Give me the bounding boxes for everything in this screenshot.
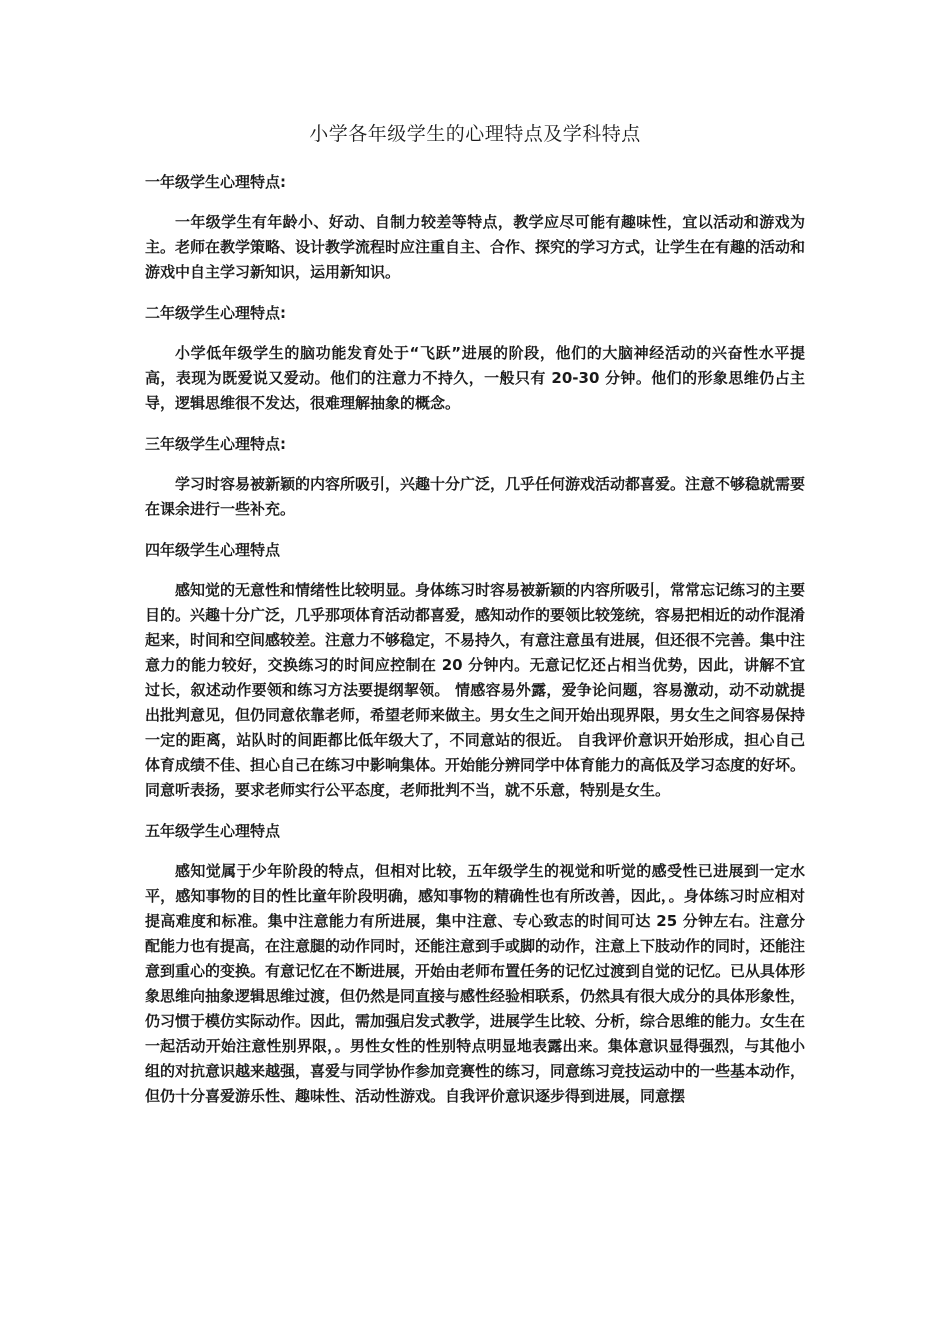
section-heading: 四年级学生心理特点 — [145, 541, 281, 559]
section-heading: 五年级学生心理特点 — [145, 822, 281, 840]
section-heading: 三年级学生心理特点: — [145, 435, 286, 453]
section-heading: 一年级学生心理特点: — [145, 173, 286, 191]
section-grade-3 — [145, 432, 805, 522]
section-paragraph: 一年级学生有年龄小、好动、自制力较差等特点，教学应尽可能有趣味性，宜以活动和游戏为主。老师在教学策略、设计教学流程时应注重自主、合作、探究的学习方式，让学生在有趣的活动和游戏中自主学习新知识，运用新知识。 — [145, 213, 806, 281]
section-paragraph: 学习时容易被新颖的内容所吸引，兴趣十分广泛，几乎任何游戏活动都喜爱。注意不够稳就需要在课余进行一些补充。 — [145, 475, 806, 518]
section-paragraph: 小学低年级学生的脑功能发育处于“飞跃”进展的阶段，他们的大脑神经活动的兴奋性水平提高，表现为既爱说又爱动。他们的注意力不持久，一般只有 20-30 分钟。他们的形象思维仍占主导，逻辑思维很不发达，很难理解抽象的概念。 — [145, 344, 805, 412]
section-grade-2 — [145, 301, 805, 416]
section-grade-4 — [145, 538, 805, 803]
section-heading: 二年级学生心理特点: — [145, 304, 286, 322]
section-grade-1 — [145, 170, 805, 285]
document-page — [145, 118, 805, 1125]
section-paragraph: 感知觉的无意性和情绪性比较明显。身体练习时容易被新颖的内容所吸引，常常忘记练习的主要目的。兴趣十分广泛，几乎那项体育活动都喜爱，感知动作的要领比较笼统，容易把相近的动作混淆起来，时间和空间感较差。注意力不够稳定，不易持久，有意注意虽有进展，但还很不完善。集中注意力的能力较好，交换练习的时间应控制在 20 分钟内。无意记忆还占相当优势，因此，讲解不宜过长，叙述动作要领和练习方法要提纲挈领。 情感容易外露，爱争论问题，容易激动，动不动就提出批判意见，但仍同意依靠老师，希望老师来做主。男女生之间开始出现界限，男女生之间容易保持一定的距离，站队时的间距都比低年级大了，不同意站的很近。 自我评价意识开始形成，担心自己体育成绩不佳、担心自己在练习中影响集体。开始能分辨同学中体育能力的高低及学习态度的好坏。同意听表扬，要求老师实行公平态度，老师批判不当，就不乐意，特别是女生。 — [145, 581, 806, 799]
section-grade-5 — [145, 819, 805, 1109]
page-title: 小学各年级学生的心理特点及学科特点 — [309, 123, 641, 145]
section-paragraph: 感知觉属于少年阶段的特点，但相对比较，五年级学生的视觉和听觉的感受性已进展到一定水平，感知事物的目的性比童年阶段明确，感知事物的精确性也有所改善，因此，。身体练习时应相对提高难度和标准。集中注意能力有所进展，集中注意、专心致志的时间可达 25 分钟左右。注意分配能力也有提高，在注意腿的动作同时，还能注意到手或脚的动作，注意上下肢动作的同时，还能注意到重心的变换。有意记忆在不断进展，开始由老师布置任务的记忆过渡到自觉的记忆。已从具体形象思维向抽象逻辑思维过渡，但仍然是同直接与感性经验相联系，仍然具有很大成分的具体形象性，仍习惯于模仿实际动作。因此，需加强启发式教学，进展学生比较、分析，综合思维的能力。女生在一起活动开始注意性别界限，。男性女性的性别特点明显地表露出来。集体意识显得强烈，与其他小组的对抗意识越来越强，喜爱与同学协作参加竞赛性的练习，同意练习竞技运动中的一些基本动作，但仍十分喜爱游乐性、趣味性、活动性游戏。自我评价意识逐步得到进展，同意摆 — [145, 862, 806, 1105]
